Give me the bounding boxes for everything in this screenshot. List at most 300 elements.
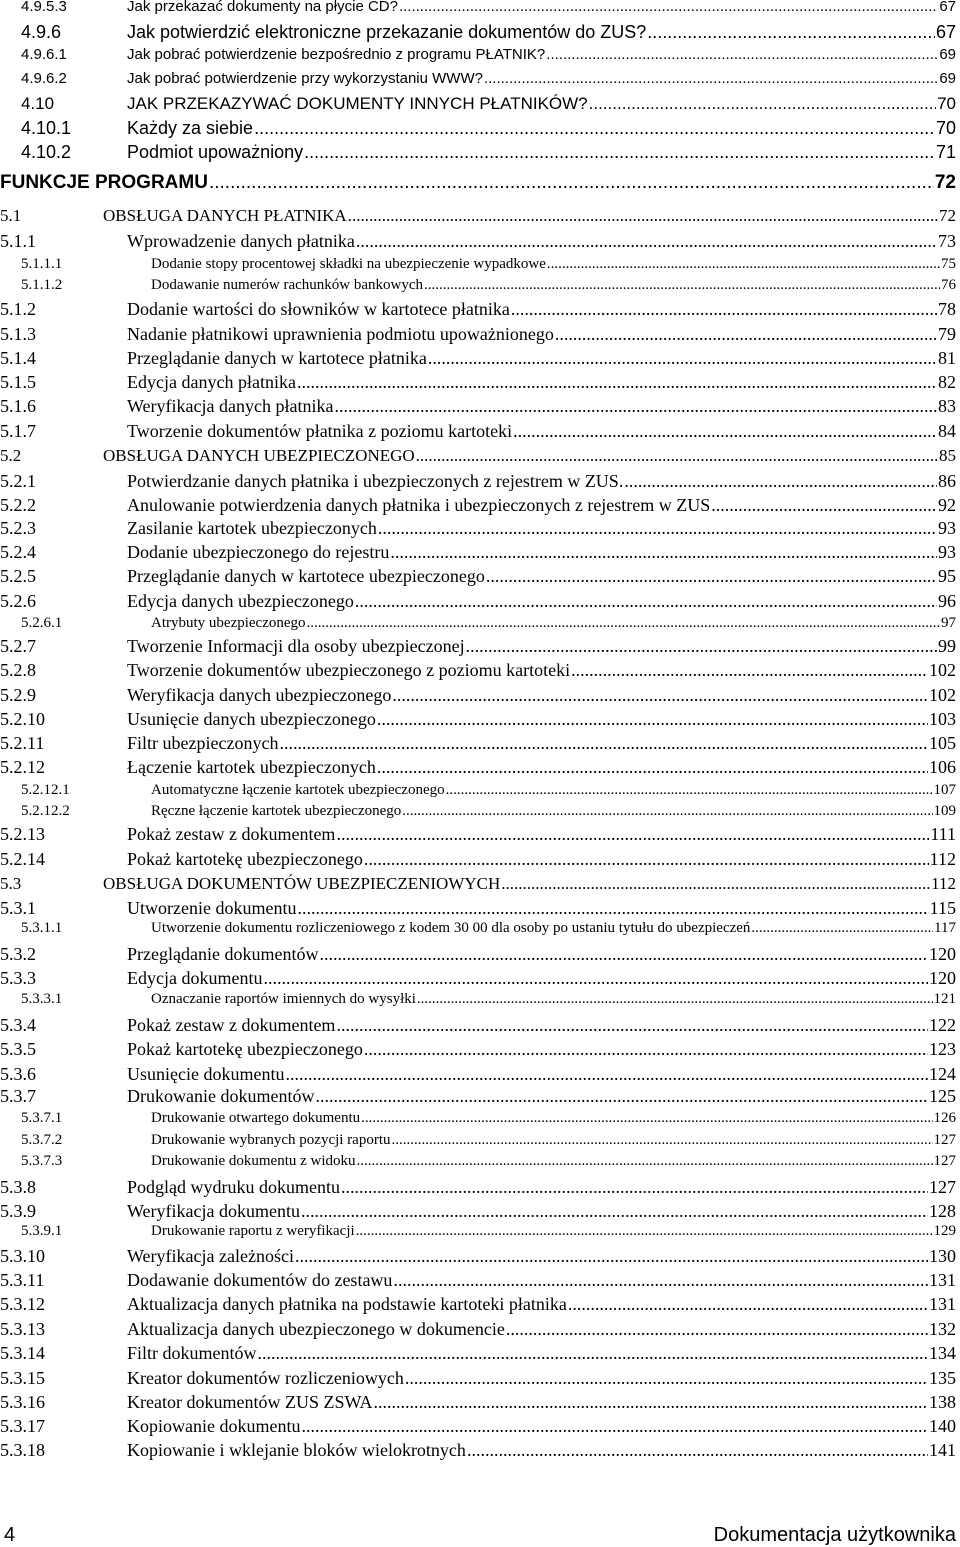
toc-dot-leader bbox=[405, 1368, 928, 1389]
toc-entry[interactable] bbox=[0, 1392, 956, 1414]
toc-entry[interactable] bbox=[0, 636, 956, 658]
toc-entry[interactable] bbox=[0, 518, 956, 540]
toc-entry-page-number: 102 bbox=[929, 685, 956, 705]
toc-entry[interactable] bbox=[0, 803, 956, 825]
toc-entry[interactable] bbox=[0, 1223, 956, 1245]
toc-entry[interactable] bbox=[0, 1153, 956, 1175]
toc-entry-number: 4.9.5.3 bbox=[21, 0, 67, 15]
toc-entry[interactable] bbox=[0, 733, 956, 755]
toc-entry-number: 5.2.10 bbox=[0, 709, 45, 729]
toc-entry-page-number: 117 bbox=[934, 920, 956, 936]
toc-entry-page-number: 79 bbox=[938, 324, 956, 344]
toc-entry-number: 5.3.7.3 bbox=[21, 1153, 63, 1169]
toc-entry-page-number: 86 bbox=[938, 471, 956, 491]
toc-dot-leader bbox=[334, 396, 937, 417]
toc-entry-title: Dodawanie numerów rachunków bankowych bbox=[151, 277, 423, 293]
toc-dot-leader bbox=[336, 824, 929, 845]
toc-entry-page-number: 128 bbox=[929, 1201, 956, 1221]
toc-entry-page-number: 96 bbox=[938, 591, 956, 611]
toc-entry[interactable] bbox=[0, 118, 956, 140]
toc-dot-leader bbox=[424, 277, 940, 294]
toc-entry[interactable] bbox=[0, 782, 956, 804]
toc-entry-number: 5.2.9 bbox=[0, 685, 36, 705]
toc-entry-title: Aktualizacja danych ubezpieczonego w dokumencie bbox=[127, 1319, 505, 1339]
toc-dot-leader bbox=[501, 874, 930, 894]
toc-dot-leader bbox=[348, 206, 938, 226]
toc-entry-number: 5.3.4 bbox=[0, 1015, 36, 1035]
toc-entry-title: OBSŁUGA DANYCH PŁATNIKA bbox=[103, 206, 347, 225]
toc-entry-number: 5.3.7.2 bbox=[21, 1132, 63, 1148]
toc-entry-title: Weryfikacja danych płatnika bbox=[127, 396, 334, 416]
toc-entry-number: 5.1.7 bbox=[0, 421, 36, 441]
toc-entry-page-number: 72 bbox=[939, 206, 956, 225]
toc-dot-leader bbox=[446, 782, 933, 799]
toc-entry-page-number: 99 bbox=[938, 636, 956, 656]
toc-dot-leader bbox=[416, 446, 938, 466]
toc-entry-page-number: 122 bbox=[929, 1015, 956, 1035]
toc-entry-page-number: 120 bbox=[929, 944, 956, 964]
toc-entry-page-number: 69 bbox=[939, 46, 956, 63]
toc-entry[interactable] bbox=[0, 348, 956, 370]
toc-entry[interactable] bbox=[0, 968, 956, 990]
toc-entry-page-number: 131 bbox=[929, 1270, 956, 1290]
toc-entry-title: JAK PRZEKAZYWAĆ DOKUMENTY INNYCH PŁATNIKÓW? bbox=[127, 94, 588, 113]
toc-entry-number: 4.9.6 bbox=[21, 22, 62, 42]
toc-dot-leader bbox=[373, 1392, 928, 1413]
toc-entry[interactable] bbox=[0, 256, 956, 278]
toc-entry[interactable] bbox=[0, 0, 956, 20]
toc-dot-leader bbox=[364, 1039, 928, 1060]
toc-dot-leader bbox=[279, 733, 928, 754]
toc-entry[interactable] bbox=[0, 94, 956, 116]
toc-entry-page-number: 75 bbox=[941, 256, 956, 272]
toc-entry[interactable] bbox=[0, 1132, 956, 1154]
toc-entry-title: Kreator dokumentów rozliczeniowych bbox=[127, 1368, 404, 1388]
footer-page-number: 4 bbox=[4, 1524, 16, 1546]
toc-entry-title: Tworzenie dokumentów ubezpieczonego z poziomu kartoteki bbox=[127, 660, 571, 680]
toc-entry-page-number: 97 bbox=[941, 615, 956, 631]
toc-dot-leader bbox=[428, 348, 937, 369]
toc-dot-leader bbox=[390, 542, 937, 563]
toc-entry-page-number: 111 bbox=[930, 824, 956, 844]
toc-dot-leader bbox=[466, 636, 937, 657]
toc-entry-number: 5.3.12 bbox=[0, 1294, 45, 1314]
toc-entry-page-number: 102 bbox=[929, 660, 956, 680]
toc-entry-page-number: 103 bbox=[929, 709, 956, 729]
toc-entry[interactable] bbox=[0, 591, 956, 613]
toc-entry-number: 5.3 bbox=[0, 874, 22, 893]
toc-dot-leader bbox=[297, 898, 928, 919]
toc-entry-number: 5.3.9.1 bbox=[21, 1223, 63, 1239]
toc-entry-page-number: 76 bbox=[941, 277, 956, 293]
toc-entry-page-number: 115 bbox=[929, 898, 956, 918]
toc-entry-title: Dodanie stopy procentowej składki na ubezpieczenie wypadkowe bbox=[151, 256, 546, 272]
toc-entry-page-number: 120 bbox=[929, 968, 956, 988]
toc-dot-leader bbox=[254, 118, 935, 139]
toc-entry[interactable] bbox=[0, 396, 956, 418]
toc-entry-title: Podmiot upoważniony bbox=[127, 142, 304, 162]
toc-entry[interactable] bbox=[0, 1110, 956, 1132]
toc-entry-page-number: 127 bbox=[933, 1132, 956, 1148]
toc-dot-leader bbox=[295, 1246, 928, 1267]
toc-entry[interactable] bbox=[0, 709, 956, 731]
toc-entry-number: 5.3.14 bbox=[0, 1343, 45, 1363]
toc-entry-title: Usunięcie dokumentu bbox=[127, 1064, 285, 1084]
toc-dot-leader bbox=[355, 591, 937, 612]
toc-entry[interactable] bbox=[0, 22, 956, 44]
toc-entry-title: Jak potwierdzić elektroniczne przekazanie dokumentów do ZUS? bbox=[127, 22, 647, 42]
toc-entry-page-number: 125 bbox=[929, 1086, 956, 1106]
toc-entry-title: Filtr dokumentów bbox=[127, 1343, 257, 1363]
toc-entry[interactable] bbox=[0, 206, 956, 228]
toc-entry-page-number: 131 bbox=[929, 1294, 956, 1314]
toc-entry-number: 5.2.12.1 bbox=[21, 782, 70, 798]
toc-entry-page-number: 127 bbox=[933, 1153, 956, 1169]
toc-entry[interactable] bbox=[0, 920, 956, 942]
toc-dot-leader bbox=[377, 709, 928, 730]
toc-entry-number: 5.3.1.1 bbox=[21, 920, 63, 936]
toc-entry-title: Pokaż zestaw z dokumentem bbox=[127, 1015, 336, 1035]
toc-dot-leader bbox=[547, 256, 940, 273]
toc-entry[interactable] bbox=[0, 1416, 956, 1438]
toc-entry[interactable] bbox=[0, 566, 956, 588]
toc-entry[interactable] bbox=[0, 1246, 956, 1268]
toc-dot-leader bbox=[571, 660, 928, 681]
toc-entry-number: 5.3.5 bbox=[0, 1039, 36, 1059]
toc-entry-page-number: 72 bbox=[934, 172, 956, 193]
toc-entry-title: Kopiowanie i wklejanie bloków wielokrotnych bbox=[127, 1440, 466, 1460]
toc-entry[interactable] bbox=[0, 1015, 956, 1037]
toc-dot-leader bbox=[417, 991, 933, 1008]
toc-entry-number: 5.1.5 bbox=[0, 372, 36, 392]
toc-entry-title: Nadanie płatnikowi uprawnienia podmiotu upoważnionego bbox=[127, 324, 554, 344]
toc-entry-page-number: 78 bbox=[938, 299, 956, 319]
toc-entry-page-number: 82 bbox=[938, 372, 956, 392]
toc-entry[interactable] bbox=[0, 757, 956, 779]
toc-entry-number: 5.2.11 bbox=[0, 733, 45, 753]
toc-entry-number: 5.1.6 bbox=[0, 396, 36, 416]
toc-entry-number: 5.2.6 bbox=[0, 591, 36, 611]
toc-dot-leader bbox=[624, 471, 937, 492]
toc-entry-title: Usunięcie danych ubezpieczonego bbox=[127, 709, 376, 729]
toc-entry-page-number: 121 bbox=[933, 991, 956, 1007]
toc-entry-number: 5.1.3 bbox=[0, 324, 36, 344]
toc-entry[interactable] bbox=[0, 1039, 956, 1061]
toc-entry[interactable] bbox=[0, 1201, 956, 1223]
toc-entry-page-number: 69 bbox=[939, 70, 956, 87]
toc-entry-title: Edycja danych ubezpieczonego bbox=[127, 591, 354, 611]
toc-entry-number: 5.1.1 bbox=[0, 231, 36, 251]
toc-entry-number: 5.3.15 bbox=[0, 1368, 45, 1388]
toc-entry-page-number: 129 bbox=[933, 1223, 956, 1239]
toc-entry[interactable] bbox=[0, 1086, 956, 1108]
toc-entry-number: 5.1.1.1 bbox=[21, 256, 63, 272]
toc-entry-number: 5.2.14 bbox=[0, 849, 45, 869]
toc-dot-leader bbox=[589, 94, 936, 114]
toc-entry-title: Podgląd wydruku dokumentu bbox=[127, 1177, 340, 1197]
toc-entry-page-number: 67 bbox=[939, 0, 956, 15]
toc-dot-leader bbox=[341, 1177, 928, 1198]
toc-entry-title: FUNKCJE PROGRAMU bbox=[0, 172, 208, 193]
toc-entry-number: 5.2.13 bbox=[0, 824, 45, 844]
toc-entry-page-number: 73 bbox=[938, 231, 956, 251]
toc-dot-leader bbox=[258, 1343, 929, 1364]
toc-entry-title: Pokaż zestaw z dokumentem bbox=[127, 824, 336, 844]
toc-entry[interactable] bbox=[0, 898, 956, 920]
toc-entry[interactable] bbox=[0, 824, 956, 846]
toc-dot-leader bbox=[511, 299, 937, 320]
toc-entry-page-number: 93 bbox=[938, 518, 956, 538]
toc-entry-title: Pokaż kartotekę ubezpieczonego bbox=[127, 849, 363, 869]
toc-entry-title: Drukowanie otwartego dokumentu bbox=[151, 1110, 361, 1126]
toc-entry-title: Jak pobrać potwierdzenie przy wykorzystaniu WWW? bbox=[127, 70, 483, 87]
toc-dot-leader bbox=[546, 46, 938, 63]
toc-dot-leader bbox=[484, 70, 938, 87]
toc-entry-title: Dodawanie dokumentów do zestawu bbox=[127, 1270, 393, 1290]
toc-entry-number: 5.2.12.2 bbox=[21, 803, 70, 819]
toc-entry-number: 5.3.1 bbox=[0, 898, 36, 918]
toc-entry-number: 5.3.18 bbox=[0, 1440, 45, 1460]
toc-dot-leader bbox=[357, 1153, 933, 1170]
toc-entry-title: OBSŁUGA DANYCH UBEZPIECZONEGO bbox=[103, 446, 415, 465]
toc-entry[interactable] bbox=[0, 1343, 956, 1365]
toc-entry[interactable] bbox=[0, 991, 956, 1013]
toc-entry-number: 5.3.6 bbox=[0, 1064, 36, 1084]
toc-entry-title: Przeglądanie danych w kartotece ubezpieczonego bbox=[127, 566, 485, 586]
toc-entry-title: Weryfikacja dokumentu bbox=[127, 1201, 300, 1221]
toc-dot-leader bbox=[399, 0, 938, 15]
toc-entry-number: 5.3.11 bbox=[0, 1270, 45, 1290]
toc-entry[interactable] bbox=[0, 944, 956, 966]
toc-dot-leader bbox=[209, 172, 934, 194]
toc-entry-number: 4.9.6.1 bbox=[21, 46, 67, 63]
toc-entry-title: Drukowanie wybranych pozycji raportu bbox=[151, 1132, 391, 1148]
footer-doc-title: Dokumentacja użytkownika bbox=[713, 1524, 956, 1546]
toc-entry-page-number: 123 bbox=[929, 1039, 956, 1059]
toc-dot-leader bbox=[315, 1086, 928, 1107]
toc-entry-page-number: 83 bbox=[938, 396, 956, 416]
toc-dot-leader bbox=[297, 372, 937, 393]
toc-entry[interactable] bbox=[0, 1270, 956, 1292]
toc-entry-page-number: 140 bbox=[929, 1416, 956, 1436]
toc-entry[interactable] bbox=[0, 172, 956, 194]
toc-entry-number: 5.2.5 bbox=[0, 566, 36, 586]
toc-entry-page-number: 70 bbox=[935, 118, 956, 138]
toc-entry-number: 5.2.3 bbox=[0, 518, 36, 538]
toc-entry-page-number: 112 bbox=[929, 849, 956, 869]
toc-entry-title: Utworzenie dokumentu rozliczeniowego z kodem 30 00 dla osoby po ustaniu tytułu do ubezpieczeń bbox=[151, 920, 751, 936]
toc-entry-number: 5.2.8 bbox=[0, 660, 36, 680]
toc-entry-number: 5.3.3.1 bbox=[21, 991, 63, 1007]
toc-dot-leader bbox=[568, 1294, 928, 1315]
toc-entry-number: 5.2.12 bbox=[0, 757, 45, 777]
toc-entry-number: 5.1 bbox=[0, 206, 22, 225]
toc-dot-leader bbox=[402, 803, 932, 820]
toc-entry-title: Weryfikacja danych ubezpieczonego bbox=[127, 685, 392, 705]
toc-entry-page-number: 130 bbox=[929, 1246, 956, 1266]
toc-entry-number: 5.2.2 bbox=[0, 495, 36, 515]
toc-entry-number: 5.3.17 bbox=[0, 1416, 45, 1436]
toc-entry-title: Drukowanie raportu z weryfikacji bbox=[151, 1223, 355, 1239]
toc-entry-title: Kreator dokumentów ZUS ZSWA bbox=[127, 1392, 373, 1412]
toc-entry-title: Oznaczanie raportów imiennych do wysyłki bbox=[151, 991, 416, 1007]
toc-dot-leader bbox=[304, 142, 935, 163]
toc-entry-number: 4.10 bbox=[21, 94, 55, 113]
toc-entry-title: Edycja dokumentu bbox=[127, 968, 263, 988]
toc-entry-page-number: 106 bbox=[929, 757, 956, 777]
toc-entry[interactable] bbox=[0, 542, 956, 564]
toc-dot-leader bbox=[751, 920, 933, 937]
toc-entry-title: Aktualizacja danych płatnika na podstawie kartoteki płatnika bbox=[127, 1294, 567, 1314]
toc-entry[interactable] bbox=[0, 685, 956, 707]
toc-entry[interactable] bbox=[0, 446, 956, 468]
toc-dot-leader bbox=[364, 849, 929, 870]
toc-dot-leader bbox=[647, 22, 935, 43]
toc-entry-title: Pokaż kartotekę ubezpieczonego bbox=[127, 1039, 363, 1059]
toc-entry-number: 5.2 bbox=[0, 446, 22, 465]
toc-dot-leader bbox=[301, 1201, 928, 1222]
toc-dot-leader bbox=[263, 968, 928, 989]
toc-dot-leader bbox=[506, 1319, 928, 1340]
toc-entry-page-number: 124 bbox=[929, 1064, 956, 1084]
toc-entry[interactable] bbox=[0, 324, 956, 346]
toc-entry[interactable] bbox=[0, 1440, 956, 1462]
toc-entry[interactable] bbox=[0, 849, 956, 871]
toc-dot-leader bbox=[467, 1440, 928, 1461]
toc-entry-title: Filtr ubezpieczonych bbox=[127, 733, 279, 753]
toc-entry-number: 5.3.10 bbox=[0, 1246, 45, 1266]
toc-entry-page-number: 141 bbox=[929, 1440, 956, 1460]
toc-entry-number: 4.9.6.2 bbox=[21, 70, 67, 87]
toc-dot-leader bbox=[285, 1064, 928, 1085]
toc-entry-title: Przeglądanie danych w kartotece płatnika bbox=[127, 348, 427, 368]
toc-entry-number: 5.3.3 bbox=[0, 968, 36, 988]
toc-entry[interactable] bbox=[0, 372, 956, 394]
toc-entry[interactable] bbox=[0, 70, 956, 92]
toc-entry-number: 5.3.9 bbox=[0, 1201, 36, 1221]
toc-entry-page-number: 71 bbox=[935, 142, 956, 162]
toc-dot-leader bbox=[361, 1110, 932, 1127]
toc-entry[interactable] bbox=[0, 1319, 956, 1341]
toc-entry-page-number: 81 bbox=[938, 348, 956, 368]
toc-entry-page-number: 85 bbox=[939, 446, 956, 465]
toc-entry-title: Łączenie kartotek ubezpieczonych bbox=[127, 757, 376, 777]
toc-entry-number: 5.1.2 bbox=[0, 299, 36, 319]
toc-dot-leader bbox=[336, 1015, 928, 1036]
toc-entry-title: Drukowanie dokumentu z widoku bbox=[151, 1153, 356, 1169]
toc-entry[interactable] bbox=[0, 1064, 956, 1086]
toc-entry-title: Weryfikacja zależności bbox=[127, 1246, 294, 1266]
toc-entry-title: Utworzenie dokumentu bbox=[127, 898, 297, 918]
toc-entry-page-number: 132 bbox=[929, 1319, 956, 1339]
toc-entry-title: Przeglądanie dokumentów bbox=[127, 944, 319, 964]
toc-entry-title: Jak pobrać potwierdzenie bezpośrednio z programu PŁATNIK? bbox=[127, 46, 546, 63]
toc-entry[interactable] bbox=[0, 46, 956, 68]
toc-entry-number: 5.3.16 bbox=[0, 1392, 45, 1412]
toc-entry-title: Zasilanie kartotek ubezpieczonych bbox=[127, 518, 377, 538]
toc-dot-leader bbox=[356, 1223, 933, 1240]
toc-dot-leader bbox=[711, 495, 937, 516]
toc-entry-number: 5.3.2 bbox=[0, 944, 36, 964]
toc-entry-title: OBSŁUGA DOKUMENTÓW UBEZPIECZENIOWYCH bbox=[103, 874, 501, 893]
toc-entry-page-number: 109 bbox=[933, 803, 956, 819]
toc-entry[interactable] bbox=[0, 660, 956, 682]
toc-entry[interactable] bbox=[0, 1294, 956, 1316]
toc-entry-title: Kopiowanie dokumentu bbox=[127, 1416, 301, 1436]
toc-dot-leader bbox=[392, 1132, 933, 1149]
toc-entry-page-number: 127 bbox=[929, 1177, 956, 1197]
toc-dot-leader bbox=[378, 518, 937, 539]
toc-entry-page-number: 92 bbox=[938, 495, 956, 515]
toc-dot-leader bbox=[392, 685, 928, 706]
toc-entry-page-number: 93 bbox=[938, 542, 956, 562]
toc-entry[interactable] bbox=[0, 299, 956, 321]
toc-entry-number: 5.2.6.1 bbox=[21, 615, 63, 631]
toc-entry[interactable] bbox=[0, 874, 956, 896]
toc-entry-title: Wprowadzenie danych płatnika bbox=[127, 231, 355, 251]
toc-entry[interactable] bbox=[0, 421, 956, 443]
toc-entry-number: 5.2.1 bbox=[0, 471, 36, 491]
toc-entry-number: 4.10.1 bbox=[21, 118, 72, 138]
toc-entry[interactable] bbox=[0, 142, 956, 164]
toc-entry-page-number: 105 bbox=[929, 733, 956, 753]
toc-entry-page-number: 70 bbox=[937, 94, 956, 113]
toc-entry-page-number: 112 bbox=[931, 874, 956, 893]
toc-entry-title: Tworzenie dokumentów płatnika z poziomu kartoteki bbox=[127, 421, 513, 441]
toc-dot-leader bbox=[319, 944, 928, 965]
toc-entry-page-number: 84 bbox=[938, 421, 956, 441]
toc-entry[interactable] bbox=[0, 231, 956, 253]
toc-entry[interactable] bbox=[0, 495, 956, 517]
toc-entry-page-number: 95 bbox=[938, 566, 956, 586]
toc-entry-number: 5.1.1.2 bbox=[21, 277, 63, 293]
toc-entry[interactable] bbox=[0, 615, 956, 637]
toc-entry-title: Dodanie ubezpieczonego do rejestru bbox=[127, 542, 390, 562]
toc-dot-leader bbox=[377, 757, 928, 778]
toc-entry-title: Anulowanie potwierdzenia danych płatnika i ubezpieczonych z rejestrem w ZUS bbox=[127, 495, 711, 515]
toc-entry-title: Dodanie wartości do słowników w kartotece płatnika bbox=[127, 299, 510, 319]
toc-entry-number: 4.10.2 bbox=[21, 142, 72, 162]
toc-dot-leader bbox=[513, 421, 937, 442]
toc-dot-leader bbox=[555, 324, 937, 345]
toc-entry-title: Tworzenie Informacji dla osoby ubezpieczonej bbox=[127, 636, 465, 656]
toc-dot-leader bbox=[356, 231, 937, 252]
toc-entry-page-number: 138 bbox=[929, 1392, 956, 1412]
toc-entry-number: 5.3.13 bbox=[0, 1319, 45, 1339]
toc-entry-page-number: 134 bbox=[929, 1343, 956, 1363]
toc-entry-number: 5.3.8 bbox=[0, 1177, 36, 1197]
toc-entry[interactable] bbox=[0, 277, 956, 299]
toc-entry-number: 5.1.4 bbox=[0, 348, 36, 368]
toc-entry-number: 5.2.7 bbox=[0, 636, 36, 656]
toc-entry-title: Jak przekazać dokumenty na płycie CD? bbox=[127, 0, 398, 15]
toc-entry-number: 5.3.7.1 bbox=[21, 1110, 63, 1126]
toc-entry-page-number: 107 bbox=[933, 782, 956, 798]
toc-entry[interactable] bbox=[0, 1177, 956, 1199]
toc-entry-page-number: 126 bbox=[933, 1110, 956, 1126]
toc-entry-number: 5.3.7 bbox=[0, 1086, 36, 1106]
toc-entry[interactable] bbox=[0, 1368, 956, 1390]
toc-dot-leader bbox=[307, 615, 940, 632]
toc-entry-title: Każdy za siebie bbox=[127, 118, 254, 138]
toc-entry-title: Potwierdzanie danych płatnika i ubezpieczonych z rejestrem w ZUS. bbox=[127, 471, 624, 491]
toc-entry-number: 5.2.4 bbox=[0, 542, 36, 562]
toc-entry[interactable] bbox=[0, 471, 956, 493]
toc-entry-title: Edycja danych płatnika bbox=[127, 372, 296, 392]
toc-entry-title: Drukowanie dokumentów bbox=[127, 1086, 315, 1106]
toc-dot-leader bbox=[393, 1270, 928, 1291]
toc-entry-title: Automatyczne łączenie kartotek ubezpieczonego bbox=[151, 782, 445, 798]
